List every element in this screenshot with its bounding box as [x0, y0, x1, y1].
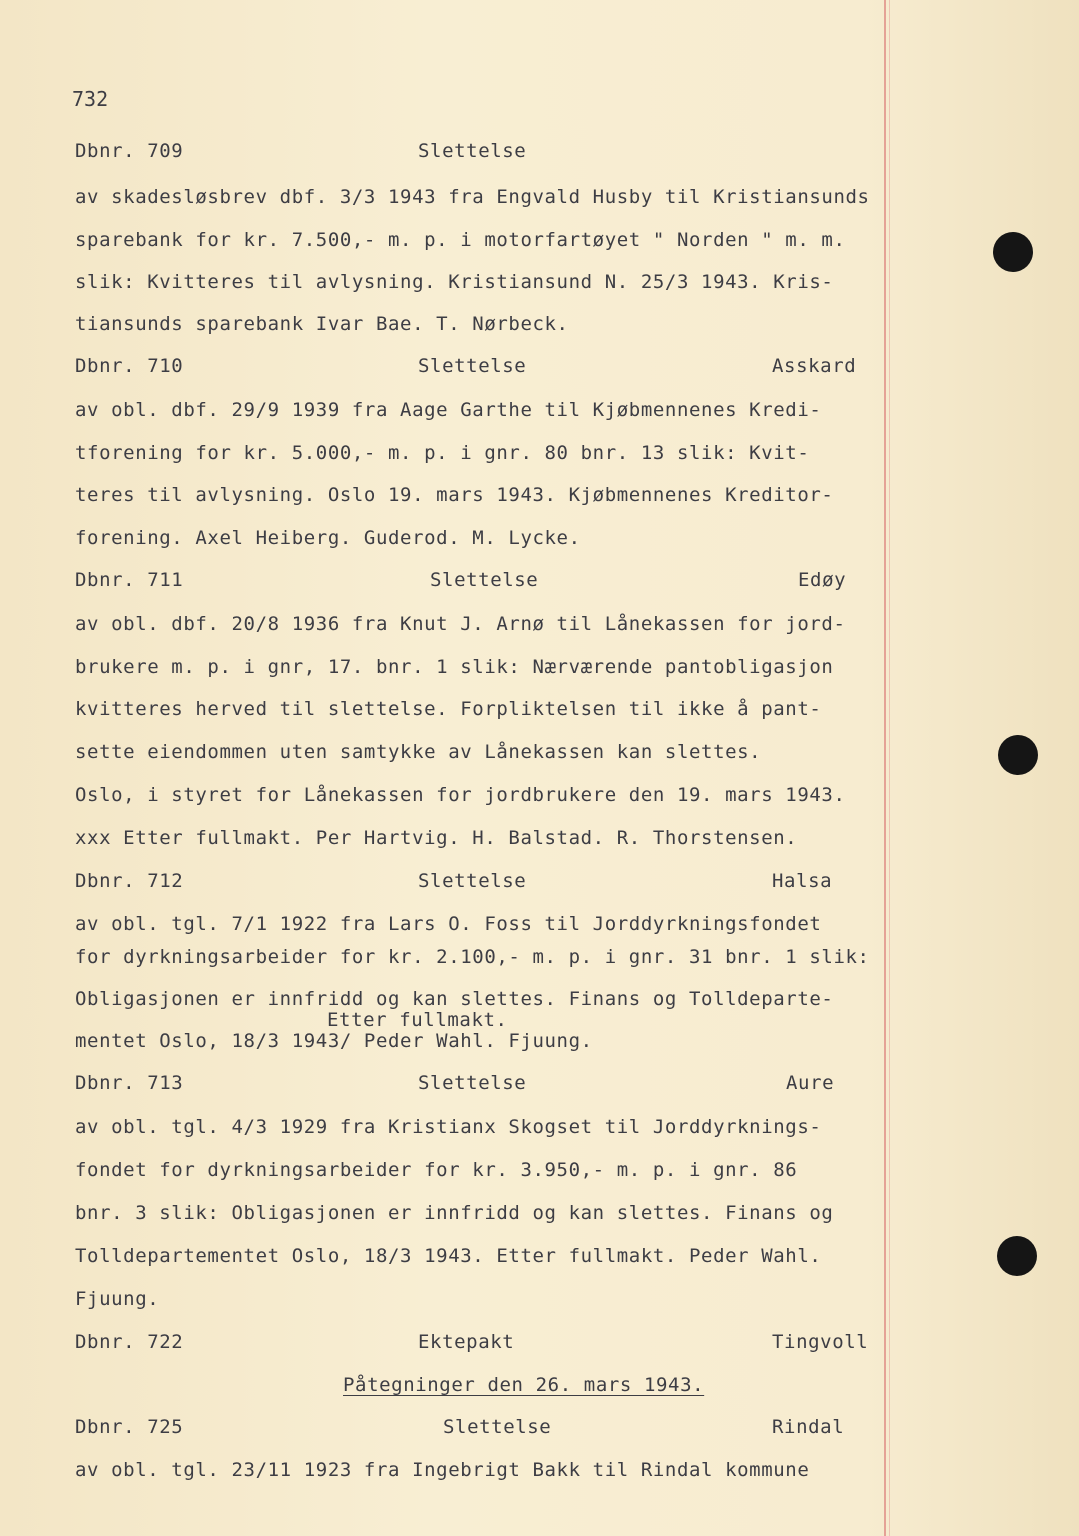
- entry-text-line: brukere m. p. i gnr, 17. bnr. 1 slik: Nærværende pantobligasjon: [75, 656, 834, 678]
- dbnr-label: Dbnr. 713: [75, 1072, 184, 1094]
- entry-place: Edøy: [798, 569, 847, 591]
- page-number: 732: [72, 87, 109, 111]
- entry-place: Halsa: [772, 870, 833, 892]
- entry-text-line: mentet Oslo, 18/3 1943/ Peder Wahl. Fjuung.: [75, 1030, 593, 1052]
- entry-text-line: teres til avlysning. Oslo 19. mars 1943. Kjøbmennenes Kreditor-: [75, 484, 834, 506]
- entry-text-line: Oslo, i styret for Lånekassen for jordbrukere den 19. mars 1943.: [75, 784, 846, 806]
- entry-text-line: av obl. tgl. 7/1 1922 fra Lars O. Foss til Jorddyrkningsfondet: [75, 913, 822, 935]
- margin-rule-inner: [889, 0, 890, 1536]
- entry-text-line: slik: Kvitteres til avlysning. Kristiansund N. 25/3 1943. Kris-: [75, 271, 834, 293]
- entry-place: Aure: [786, 1072, 835, 1094]
- entry-text-line: av obl. tgl. 4/3 1929 fra Kristianx Skogset til Jorddyrknings-: [75, 1116, 822, 1138]
- entry-text-line: bnr. 3 slik: Obligasjonen er innfridd og kan slettes. Finans og: [75, 1202, 834, 1224]
- punch-hole: [993, 232, 1033, 272]
- dbnr-label: Dbnr. 722: [75, 1331, 184, 1353]
- inserted-text: Etter fullmakt.: [327, 1009, 508, 1031]
- entry-text-line: Obligasjonen er innfridd og kan slettes. Finans og Tolldeparte-: [75, 988, 834, 1010]
- dbnr-label: Dbnr. 725: [75, 1416, 184, 1438]
- entry-place: Rindal: [772, 1416, 845, 1438]
- entry-text-line: tiansunds sparebank Ivar Bae. T. Nørbeck.: [75, 313, 569, 335]
- entry-type: Slettelse: [418, 1072, 527, 1094]
- entry-text-line: forening. Axel Heiberg. Guderod. M. Lycke.: [75, 527, 581, 549]
- entry-text-line: av obl. tgl. 23/11 1923 fra Ingebrigt Bakk til Rindal kommune: [75, 1459, 810, 1481]
- entry-type: Slettelse: [418, 140, 527, 162]
- entry-type: Slettelse: [443, 1416, 552, 1438]
- entry-text-line: av obl. dbf. 20/8 1936 fra Knut J. Arnø til Lånekassen for jord-: [75, 613, 846, 635]
- entry-type: Slettelse: [418, 870, 527, 892]
- dbnr-label: Dbnr. 710: [75, 355, 184, 377]
- entry-type: Ektepakt: [418, 1331, 515, 1353]
- entry-text-line: xxx Etter fullmakt. Per Hartvig. H. Balstad. R. Thorstensen.: [75, 827, 798, 849]
- entry-type: Slettelse: [418, 355, 527, 377]
- section-heading: Påtegninger den 26. mars 1943.: [343, 1374, 705, 1396]
- entry-text-line: sparebank for kr. 7.500,- m. p. i motorfartøyet " Norden " m. m.: [75, 229, 846, 251]
- entry-text-line: Tolldepartementet Oslo, 18/3 1943. Etter fullmakt. Peder Wahl.: [75, 1245, 822, 1267]
- entry-text-line: fondet for dyrkningsarbeider for kr. 3.950,- m. p. i gnr. 86: [75, 1159, 798, 1181]
- entry-place: Asskard: [772, 355, 857, 377]
- entry-text-line: Fjuung.: [75, 1288, 160, 1310]
- punch-hole: [998, 735, 1038, 775]
- entry-text-line: for dyrkningsarbeider for kr. 2.100,- m. p. i gnr. 31 bnr. 1 slik:: [75, 946, 870, 968]
- entry-text-line: kvitteres herved til slettelse. Forpliktelsen til ikke å pant-: [75, 698, 822, 720]
- punch-hole: [997, 1236, 1037, 1276]
- entry-text-line: sette eiendommen uten samtykke av Lånekassen kan slettes.: [75, 741, 762, 763]
- entry-text-line: av obl. dbf. 29/9 1939 fra Aage Garthe til Kjøbmennenes Kredi-: [75, 399, 822, 421]
- dbnr-label: Dbnr. 712: [75, 870, 184, 892]
- entry-text-line: av skadesløsbrev dbf. 3/3 1943 fra Engvald Husby til Kristiansunds: [75, 186, 870, 208]
- margin-rule: [884, 0, 886, 1536]
- dbnr-label: Dbnr. 709: [75, 140, 184, 162]
- dbnr-label: Dbnr. 711: [75, 569, 184, 591]
- entry-type: Slettelse: [430, 569, 539, 591]
- entry-place: Tingvoll: [772, 1331, 869, 1353]
- entry-text-line: tforening for kr. 5.000,- m. p. i gnr. 80 bnr. 13 slik: Kvit-: [75, 442, 810, 464]
